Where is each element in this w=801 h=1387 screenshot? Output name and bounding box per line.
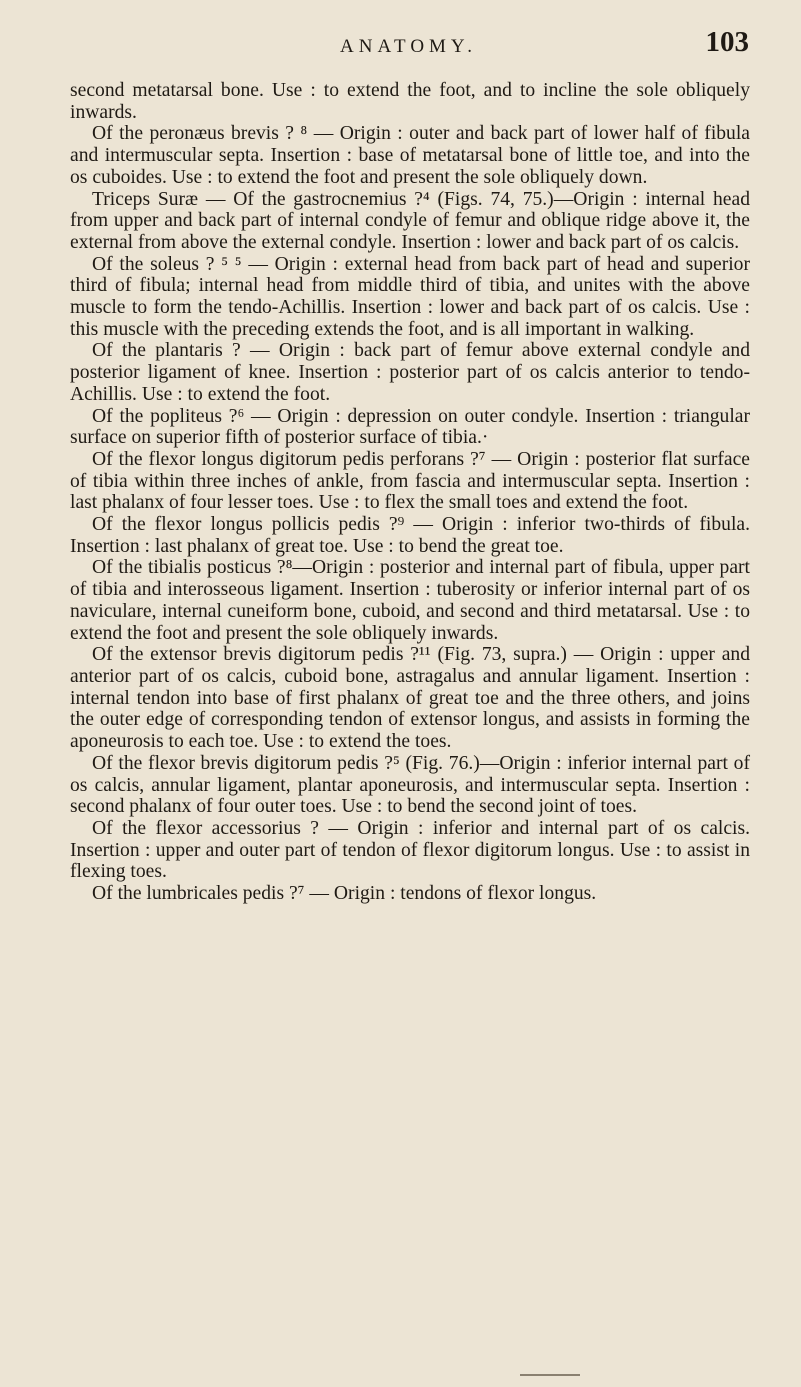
paragraph: Of the extensor brevis digitorum pedis ?¹¹ (Fig. 73, supra.) — Origin : upper and anterior part of os calcis, cuboid bone, astragalus and annular ligament. Insertion : internal tendon into base of first phalanx of great toe and the three others, and joins the outer edge of corresponding tendon of extensor longus, and assists in forming the aponeurosis to each toe. Use : to extend the toes.: [70, 644, 750, 753]
paragraph: Of the flexor longus digitorum pedis perforans ?⁷ — Origin : posterior flat surface of tibia within three inches of ankle, from fascia and intermuscular septa. Insertion : last phalanx of four lesser toes. Use : to flex the small toes and extend the foot.: [70, 448, 750, 514]
paragraph: Of the lumbricales pedis ?⁷ — Origin : tendons of flexor longus.: [92, 883, 597, 905]
paragraph: Of the flexor longus pollicis pedis ?⁹ — Origin : inferior two-thirds of fibula. Insertion : last phalanx of great toe. Use : to bend the great toe.: [70, 514, 750, 557]
paragraph: Triceps Suræ — Of the gastrocnemius ?⁴ (Figs. 74, 75.)—Origin : internal head from upper and back part of internal condyle of femur and oblique ridge above it, the external from above the external condyle. Insertion : lower and back part of os calcis.: [70, 188, 750, 253]
paragraph: Of the flexor accessorius ? — Origin : inferior and internal part of os calcis. Insertion : upper and outer part of tendon of flexor digitorum longus. Use : to assist in flexing toes.: [70, 817, 750, 883]
running-head: [70, 26, 749, 66]
paragraph: second metatarsal bone. Use : to extend the foot, and to incline the sole obliquely inwards.: [70, 80, 750, 123]
paragraph: Of the soleus ? ⁵ ⁵ — Origin : external head from back part of head and superior third of fibula; internal head from middle third of tibia, and unites with the above muscle to form the tendo-Achillis. Insertion : lower and back part of os calcis. Use : this muscle with the preceding extends the foot, and is all important in walking.: [70, 253, 750, 340]
page-number: 103: [705, 26, 749, 58]
paragraph: Of the peronæus brevis ? ⁸ — Origin : outer and back part of lower half of fibula and intermuscular septa. Insertion : base of metatarsal bone of little toe, and into the os cuboides. Use : to extend the foot and present the sole obliquely down.: [70, 123, 750, 188]
paragraph: Of the tibialis posticus ?⁸—Origin : posterior and internal part of fibula, upper part of tibia and interosseous ligament. Insertion : tuberosity or inferior internal part of os naviculare, internal cuneiform bone, cuboid, and second and third metatarsal. Use : to extend the foot and present the sole obliquely inwards.: [70, 557, 750, 644]
paragraph: Of the plantaris ? — Origin : back part of femur above external condyle and posterior ligament of knee. Insertion : posterior part of os calcis anterior to tendo-Achillis. Use : to extend the foot.: [70, 340, 750, 405]
page-edge-mark: [520, 1374, 580, 1376]
paragraph: Of the popliteus ?⁶ — Origin : depression on outer condyle. Insertion : triangular surface on superior fifth of posterior surface of tibia.·: [70, 405, 750, 449]
body-text: [70, 80, 750, 905]
paragraph: Of the flexor brevis digitorum pedis ?⁵ (Fig. 76.)—Origin : inferior internal part of os calcis, annular ligament, plantar aponeurosis, and intermuscular septa. Insertion : second phalanx of four outer toes. Use : to bend the second joint of toes.: [70, 752, 750, 818]
running-title: ANATOMY.: [340, 36, 477, 57]
